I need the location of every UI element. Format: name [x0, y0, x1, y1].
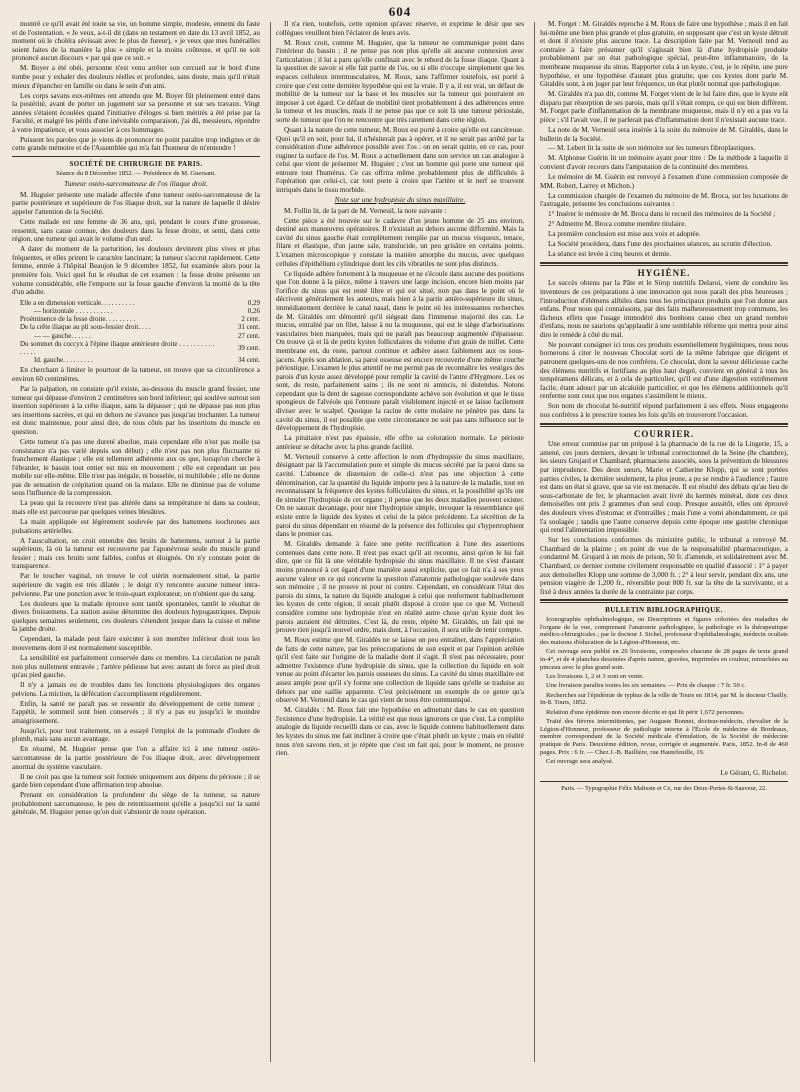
- paragraph: 2° Admettre M. Broca comme membre titulaire.: [548, 220, 687, 229]
- paragraph: M. Boyer a été obéi, personne n'est venu arrêter son cercueil sur le bord d'une tombe pour y exhaler des douleurs réelles et profondes, sans doute, mais qu'il n'était mieux d'épancher en famille ou dans le sein d'un ami.: [12, 64, 260, 90]
- measurements-table: [12, 299, 260, 365]
- paragraph: Relation d'une épidémie non encore décrite et qui fit périr 1,672 personnes.: [546, 708, 745, 716]
- paragraph: M. Giraldès n'a pas dit, comme M. Forget vient de le lui faire dire, que le kyste eût disparu par résorption de ses parois, mais qu'il s'était rompu, ce qui est bien différent. M. Forget parle d'inflammation de la membrane muqueuse, mais il n'y en a pas vu la pièce ; s'il l'avait vue, il ne parlerait pas d'inflammation dont il n'existait aucune trace.: [540, 90, 788, 124]
- measurement-value: 0,29: [247, 298, 260, 307]
- measurement-row: [12, 340, 260, 356]
- measurement-value: 34 cent.: [237, 356, 260, 365]
- measurement-value: 2 cent.: [241, 315, 260, 324]
- paragraph: Sur les conclusions conformes du ministère public, le tribunal a renvoyé M. Chambard de la plainte ; en point de vue de la responsabilité pharmaceutique, a condamné M. Grujard à un mois de prison, 50 fr. d'amende, et solidairement avec M. Chambard, ce dernier comme civilement responsable en qualité d'associé : 1° à payer aux demoiselles Klopp une somme de 3,000 fr. ; 2° à leur servir, pendant dix ans, une pension viagère de 1,200 fr., réversible pour 800 fr. sur la tête de la survivante, et a fixé à deux années la durée de la contrainte par corps.: [540, 536, 788, 596]
- measurement-value: 39 cent.: [237, 343, 260, 352]
- column-middle: [276, 20, 524, 1070]
- paragraph: 1° Insérer le mémoire de M. Broca dans le recueil des mémoires de la Société ;: [548, 210, 776, 219]
- column-divider: [270, 22, 271, 1062]
- paragraph: La séance est levée à cinq heures et demie.: [548, 250, 672, 259]
- paragraph: Le mémoire de M. Guérin est renvoyé à l'examen d'une commission composée de MM. Robert, Larrey et Michon.): [540, 173, 788, 190]
- measurement-label: De la crête iliaque au pli sous-fessier droit. . . .: [20, 323, 151, 332]
- paragraph: Cette tumeur n'a pas une dureté absolue, mais cependant elle n'est pas molle (sa consistance n'a pas varié depuis son début) ; elle n'est pas non plus fluctuante ni franchement élastique ; elle est tellement adhérente aux os que, lorsqu'on cherche à l'ébranler, le bassin tout entier est mis en mouvement ; elle est cependant un peu mobile sur elle-même. Elle n'est pas inégale, ni bosselée, ni multilobée ; elle ne donne pas de sensation de crépitation quand on la malaxe. Elle ne diminue pas de volume sous l'influence de la compression.: [12, 437, 260, 498]
- paragraph: Puissent les paroles que je viens de prononcer ne point paraître trop indignes et de cette grande mémoire et de l'Assemblée qui m'a fait l'honneur de m'entendre !: [12, 135, 260, 153]
- paragraph: La note de M. Verneuil sera insérée à la suite du mémoire de M. Giraldès, dans le bulletin de la Société.: [540, 125, 788, 143]
- paragraph: M. Verneuil conserve à cette affection le nom d'hydropisie du sinus maxillaire, désignant par là l'accumulation pure et simple du mucus sécrété par la paroi dans sa cavité. L'absence de distension de celle-ci n'est pas une objection à cette dénomination, car la quantité du liquide importe peu à la nature de la maladie, tout en reconnaissant la fréquence des kystes folliculaires du sinus, et la possibilité qu'ils ont de simuler l'hydropisie de cet organe ; il pense que les deux maladies peuvent exister. On ne saurait davantage, pour nier l'hydropisie simple, invoquer la ressemblance qui existe entre le liquide des kystes et celui de la pièce précédente. La sécrétion de la paroi du sinus dépendant en résumé de la présence des follicules qui s'hypertrophient dans le premier cas.: [276, 452, 524, 539]
- measurement-label: — horizontale . . . . . . . . . . .: [34, 306, 113, 315]
- paragraph: Ne pouvant consigner ici tous ces produits essentiellement hygiéniques, nous nous bornerons à citer le nouveau Chocolat sorti de la même fabrique que dirigent et patronent quelques-uns de nos confrères. Ce chocolat, dont la saveur délicieuse cache des élémens nutritifs et fortifians au plus haut degré, convient en général à tous les tempéramens délicats, et à cela de particulier, qu'il est d'une digestion extrêmement facile, étant adouci par un alcaloïde particulier, et que les élémens additionnels qu'il renferme sont ceux que nos organes s'assimilent le mieux.: [540, 340, 788, 401]
- paragraph: La peau qui la recouvre n'est pas altérée dans sa température ni dans sa couleur, mais elle est parcourue par quelques veines bleuâtres.: [12, 499, 260, 517]
- paragraph: La pituitaire n'est pas épaissie, elle offre sa coloration normale. Le périoste antérieur se détache avec la plus grande facilité.: [276, 434, 524, 451]
- column-right: [540, 20, 788, 1070]
- measurement-label: Elle a en dimension verticale. . . . . . . . . .: [20, 298, 135, 307]
- paragraph: Quant à la nature de cette tumeur, M. Roux est porté à croire qu'elle est cancéreuse. Quoi qu'il en soit, pour lui, il n'hésiterait pas à opérer, et il ne serait pas arrêté par la considération d'une adhérence possible avec l'os : on en serait quitte, en ce cas, pour ruginer la surface de l'os. M. Roux a actuellement dans son service un cas analogue à celui que vient de présenter M. Huguier ; c'est un homme qui porte une tumeur qui entoure tout l'humérus. Ce cas offrira même probablement plus de difficultés à l'opération que celui-ci, car tout porte à croire que l'artère et le nerf se trouvent intriqués dans le tissu morbide.: [276, 125, 524, 195]
- measurement-row: [12, 299, 260, 307]
- column-divider: [534, 22, 535, 1062]
- measurement-label: Du sommet du coccyx à l'épine iliaque antérieure droite . . . . . . . . . . . . . . .: [20, 339, 214, 356]
- paragraph: Enfin, la santé ne paraît pas se ressentir du développement de cette tumeur ; l'appétit, le sommeil sont bien conservés ; il n'y a pas eu jusqu'ici le moindre amaigrissement.: [12, 699, 260, 725]
- paragraph: Ce liquide adhère fortement à la muqueuse et ne s'écoule dans aucune des positions que l'on donne à la pièce, même à travers une large incision, encore bien moins par l'orifice du sinus qui est resté libre et qui est situé, non pas dans le point où le décrivent généralement les auteurs, mais bien à la partie antéro-supérieure du sinus, immédiatement derrière le canal nasal, dans le point où les intéressantes recherches de M. Giraldès ont démontré qu'il siégeait dans l'immense majorité des cas. Le mucus, entraîné par un filet, laisse à nu la muqueuse, qui est le siège d'arborisations vasculaires bien marquées, mais qui ne paraît pas beaucoup augmentée d'épaisseur. On trouve çà et là de petits kystes folliculaires du volume d'un grain de millet. Cette membrane est, du reste, partout continue et adhère assez faiblement aux os sous-jacens. Après son ablation, sa paroi osseuse est encore recouverte d'une même couche périostique. L'examen le plus attentif ne me permit pas de reconnaître les vestiges des parois d'un kyste assez développé pour remplir la cavité de l'antre d'Hygmore. Les os sont, du reste, parfaitement sains ; ils ne sont ni amincis, ni distendus. Notons cependant que la dent de sagesse correspondante achève son évolution et que le tissu spongieux de l'alvéole qui l'entoure paraît visiblement injecté et se laisse facilement diviser avec le scalpel. Quoique la racine de cette molaire ne pénètre pas dans la cavité du sinus, il est possible que cette circonstance ne soit pas sans influence sur le développement de l'hydropisie.: [276, 269, 524, 433]
- paragraph: Iconographie ophthalmologique, ou Descriptions et figures coloriées des maladies de l'organe de la vue, comprenant l'anatomie pathologique, la pathologie et la thérapeutique médico-chirurgicales ; par le docteur J. Sichel, professeur d'ophthalmologie, médecin oculiste des maisons d'éducation de la Légion-d'Honneur, etc.: [540, 615, 788, 647]
- bibliography-list: [540, 616, 788, 766]
- gerant-signature: Le Gérant, G. Richelot.: [720, 768, 788, 777]
- paragraph: M. Follin lit, de la part de M. Verneuil, la note suivante :: [284, 206, 447, 215]
- paragraph: Par le toucher vaginal, on trouve le col utérin normalement situé, la partie supérieure du vagin est très dilatée ; le doigt n'y rencontre aucune tumeur intra-pelvienne. Par une ponction avec le trois-quart explorateur, on n'obtient que du sang.: [12, 572, 260, 598]
- section-rule: [540, 599, 788, 603]
- paragraph: En résumé, M. Huguier pense que l'on a affaire ici à une tumeur ostéo-sarcomateuse de la partie postérieure de l'os iliaque droit, avec développement anormal du système vasculaire.: [12, 745, 260, 771]
- section-rule: [540, 781, 788, 782]
- section-rule: [540, 262, 788, 266]
- measurement-label: Proéminence de la fesse droite. . . . . . . . .: [20, 315, 136, 324]
- measurement-row: [12, 323, 260, 331]
- paragraph: M. Huguier présente une malade affectée d'une tumeur ostéo-sarcomateuse de la partie postérieure et supérieure de l'os iliaque droit, sur la nature de laquelle il désire appeler l'attention de la Société.: [12, 190, 260, 217]
- paragraph: La main appliquée est légèrement soulevée par des battemens isochrones aux pulsations artérielles.: [12, 518, 260, 535]
- session-line: Séance du 8 Décembre 1852. — Présidence de M. Guersant.: [56, 169, 216, 177]
- paragraph: Il n'a rien, toutefois, cette opinion qu'avec réserve, et exprime le désir que ses collègues veuillent bien l'éclairer de leurs avis.: [276, 20, 524, 37]
- paragraph: montré ce qu'il avait été toute sa vie, un homme simple, modeste, ennemi du faste et de l'ostentation. « Je veux, a-t-il dit (dans un testament en date du 13 avril 1852, au moment où le choléra sévissait avec le plus de fureur), « je veux que mes funérailles soient faites de la manière la plus « simple et la moins coûteuse, et qu'il ne soit prononcé aucun discours « par qui que ce soit. »: [12, 20, 260, 63]
- measurement-row: [12, 332, 260, 340]
- bibliography-header: BULLETIN BIBLIOGRAPHIQUE.: [605, 606, 723, 615]
- paragraph: M. Alphonse Guérin lit un mémoire ayant pour titre : De la méthode à laquelle il convient d'avoir recours dans l'amputation de la continuité des membres.: [540, 154, 788, 172]
- paragraph: La Société procédera, dans l'une des prochaines séances, au scrutin d'élection.: [548, 240, 772, 249]
- paragraph: En cherchant à limiter le pourtour de la tumeur, on trouve que sa circonférence a environ 60 centimètres.: [12, 366, 260, 383]
- paragraph: M. Giraldès demande à faire une petite rectification à l'une des assertions contenues dans cette note. Il n'est pas exact qu'il ait reconnu, ainsi qu'on le lui fait dire, que ce fût là une véritable hydropisie du sinus maxillaire. Il ne s'est d'autant moins prononcé à cet égard d'une manière aussi explicite, que ce fait n'a à ses yeux aucune valeur en ce qui concerne la question d'anatomie pathologique soulevée dans son mémoire ; il ne prouve ni pour ni contre. Cependant, en considérant l'état des parois du sinus, la nature du liquide analogue à celui que renferment habituellement les kystes de cette région, il serait plutôt disposé à croire que ce que M. Verneuil considère comme une hydropisie n'est en réalité autre chose qu'un kyste dont les parois auraient été détruites. C'est là, du reste, répète M. Giraldès, un fait qui ne prouve rien jusqu'à nouvel ordre, mais dont, à l'occasion, il sera utile de tenir compte.: [276, 540, 524, 635]
- paragraph: Cet ouvrage sera analysé.: [546, 758, 614, 766]
- measurement-label: — — gauche. . . . . .: [34, 331, 91, 340]
- paragraph: A l'auscultation, on croit entendre des bruits de battemens, surtout à la partie supérieure, là où la tumeur est recouverte par l'aponévrose seule du muscle grand fessier ; mais ces bruits sont faibles, confus et éloignés. On n'y constate point de transparence.: [12, 536, 260, 571]
- paragraph: M. Forget : M. Giraldès reproche à M. Roux de faire une hypothèse ; mais il en fait lui-même une bien plus grande et plus gratuite, en supposant que c'est un kyste détruit et dont il n'existe plus aucune trace. La description faite par M. Verneuil tend au contraire à faire présumer qu'il s'agissait bien là d'une hydropisie produite probablement par un état pathologique spécial, peut-être inflammatoire, de la membrane muqueuse du sinus. Rapporter cela à un kyste, c'est, je le répète, une pure hypothèse, et une hypothèse d'autant plus gratuite, que ces kystes dont parle M. Giraldès sont, à en juger par leur fréquence, un état plutôt normal que pathologique.: [540, 20, 788, 89]
- paragraph: Il ne croit pas que la tumeur soit formée uniquement aux dépens du périoste ; il se garde bien cependant d'une affirmation trop absolue.: [12, 772, 260, 790]
- society-header: SOCIÉTÉ DE CHIRURGIE DE PARIS.: [69, 160, 203, 169]
- measurement-row: [12, 356, 260, 364]
- paragraph: M. Roux croit, comme M. Huguier, que la tumeur ne communique point dans l'intérieur du bassin ; il ne pense pas non plus qu'elle ait aucune connexion avec l'articulation ; il lui a paru qu'elle confinait avec le rebord de la fosse iliaque. Quant à la question de savoir si elle fait partie de l'os, ou si elle n'occupe simplement que les espaces celluleux intermusculaires, M. Roux, sans l'affirmer toutefois, est porté à croire que c'est cette dernière hypothèse qui est la vraie. Il y a, il est vrai, un défaut de mobilité de la tumeur sur la base et les muscles sur la tumeur qui pourraient en imposer à cet égard. Ce défaut de mobilité tient probablement à des adhérences entre la tumeur et les muscles, mais il ne pense pas que ce soit là une tumeur périostale, sorte de tumeur que l'on ne rencontre que très rarement dans cette région.: [276, 38, 524, 124]
- paragraph: A dater du moment de la parturition, les douleurs devinrent plus vives et plus fréquentes, et elles prirent le caractère lancinant; la tumeur s'accrut rapidement. Cette femme, entrée à l'hôpital Beaujon le 9 décembre 1852, fut examinée alors pour la première fois. Voici quel fut le résultat de cet examen : la fesse droite présente un volume considérable, elle l'emporte sur la fesse gauche d'environ la moitié de la tête d'un adulte.: [12, 245, 260, 297]
- imprint-line: Paris. — Typographie Félix Malteste et Ce, rue des Deux-Portes-St-Sauveur, 22.: [561, 784, 767, 792]
- measurement-label: Id. gauche. . . . . . . . .: [34, 356, 93, 365]
- page-number: 604: [388, 4, 412, 19]
- paragraph: La sensibilité est parfaitement conservée dans ce membre. La circulation ne paraît non plus nullement entravée ; l'artère pédieuse bat avec autant de force au pied droit qu'au pied gauche.: [12, 653, 260, 680]
- paragraph: Le succès obtenu par la Pâte et le Sirop nutritifs Delaroi, vient de conduire les inventeurs de ces préparations à une innovation qui nous paraît des plus heureuses ; l'introduction d'élémens alibiles dans tous les principaux produits que l'on donne aux enfans. Pour nous qui connaissons, par des faits malheureusement trop communs, les fâcheux effets que l'usage immodéré des bonbons cause chez un grand nombre d'enfans, nous ne saurions qu'applaudir à une semblable réforme qui mettra pour ainsi dire le remède à côté du mal.: [540, 279, 788, 339]
- paragraph: Par la palpation, on constate qu'il existe, au-dessous du muscle grand fessier, une tumeur qui dépasse d'environ 2 centimètres son bord inférieur; qui soulève surtout son insertion supérieure à la crête iliaque, sans la dépasser ; qui ne dépasse pas non plus ses insertions sacrées, et qui en dehors ne s'avance pas jusqu'au trochanter. La tumeur est donc maintenue, pour ainsi dire, de tous côtés par les insertions du muscle en question.: [12, 384, 260, 436]
- paragraph: Les corps savans eux-mêmes ont attendu que M. Boyer fût pleinement entré dans la postérité, avant de porter un jugement sur sa personne et sur ses travaux. Vingt années s'étaient écoulées quand l'initiative d'éloges si bien mérités a été prise par la Faculté, et malgré les périls d'une inévitable comparaison, j'ai dû, messieurs, répondre à votre impatience, et vous associer à ces hommages.: [12, 91, 260, 134]
- section-rule: [12, 156, 260, 157]
- paragraph: Recherches sur l'épidémie de typhus de la ville de Tours en 1814, par M. le docteur Chailly. In-8. Tours, 1852.: [540, 691, 788, 707]
- article-title: Tumeur ostéo-sarcomateuse de l'os iliaque droit.: [64, 179, 208, 189]
- paragraph: Une erreur commise par un préposé à la pharmacie de la rue de la Lingerie, 15, a amené, ces jours derniers, devant le tribunal correctionnel de la Seine (8e chambre), les sieurs Grujard et Chambard, pharmaciens associés, sous la prévention de blessures par imprudence. Des deux sœurs, Marie et Catherine Klopp, qui se sont portées parties civiles, la dernière seulement, la plus jeune, a pu se rendre à l'audience ; l'autre est dans un état si grave, que sa vie est menacée. Il est résulté des débats qu'au lieu de sous-carbonate de fer, le pharmacien avait livré du kermès minéral, dont ces deux demoiselles ont pris 2 grammes d'un seul coup. Presque aussitôt, elles ont éprouvé des douleurs vives d'estomac et d'entrailles ; mais l'une a vomi abondamment, ce qui l'a soulagée ; tandis que l'autre conserve depuis cette époque une gastrite chronique qui rend l'alimentation impossible.: [540, 440, 788, 535]
- paragraph: Il n'y a jamais eu de troubles dans les fonctions physiologiques des organes pelviens. La miction, la défécation s'accomplissent régulièrement.: [12, 681, 260, 698]
- paragraph: Son nom de chocolat bi-nutritif répond parfaitement à ses effets. Nous engageons nos confrères à le prescrire toutes les fois qu'ils en trouveront l'occasion.: [540, 402, 788, 420]
- section-rule: [540, 423, 788, 427]
- measurement-value: 27 cent.: [237, 331, 260, 340]
- paragraph: Les livraisons 1, 2 et 3 sont en vente.: [546, 673, 644, 681]
- paragraph: Cette pièce a été trouvée sur le cadavre d'un jeune homme de 25 ans environ, destiné aux manœuvres opératoires. Il n'existait au dehors aucune difformité. Mais la cavité du sinus gauche était complètement remplie par un mucus visqueux, tenace, filant et élastique, d'un jaune sale, translucide, un peu grisâtre en certains points. L'examen microscopique y constate la matière amorphe du mucus, avec quelques cellules d'épithélium cylindrique dont les cils vibratiles ne sont plus distincts.: [276, 216, 524, 268]
- measurement-row: [12, 307, 260, 315]
- measurement-row: [12, 315, 260, 323]
- paragraph: Cette malade est une femme de 36 ans, qui, pendant le cours d'une grossesse, ressentit, sans cause connue, des douleurs dans la fesse droite, et senti, dans cette région, une tumeur qui avait le volume d'un œuf.: [12, 218, 260, 244]
- hygiene-header: HYGIÈNE.: [637, 267, 691, 278]
- column-left: [12, 20, 260, 1070]
- measurement-value: 0,26: [247, 306, 260, 315]
- paragraph: — M. Lebert lit la suite de son mémoire sur les tumeurs fibroplastiques.: [548, 144, 756, 153]
- paragraph: Les douleurs que la malade éprouve sont tantôt spontanées, tantôt le résultat de divers froissemens. La station assise détermine des douleurs hypogastriques. Depuis quelques semaines seulement, ces douleurs s'étendent jusque dans la cuisse et même la jambe droite.: [12, 599, 260, 634]
- paragraph: Cependant, la malade peut faire exécuter à son membre inférieur droit tous les mouvemens dont il est normalement susceptible.: [12, 635, 260, 652]
- paragraph: M. Roux estime que M. Giraldès ne se laisse un peu entraîner, dans l'appréciation de faits de cette nature, par les préoccupations de son esprit et par l'opinion arrêtée qu'il s'est faite sur l'origine de la maladie dont il s'agit. Il n'est pas nécessaire, pour admettre l'existence d'une hydropisie du sinus, que la collection du liquide en soit venue au point d'écarter les parois osseuses du sinus. La cavité du sinus maxillaire est assez ample pour qu'il s'y forme une collection de liquide sans qu'elle se traduise au dehors par une saillie apparente. C'est précisément un exemple de ce genre qu'a observé M. Verneuil dans le cas qui vient de nous être communiqué.: [276, 636, 524, 705]
- paragraph: Cet ouvrage sera publié en 20 livraisons, composées chacune de 28 pages de texte grand in-4°, et de 4 planches dessinées d'après nature, gravées, imprimées en couleur, retouchées au pinceau avec le plus grand soin.: [540, 648, 788, 672]
- paragraph: La première conclusion est mise aux voix et adoptée.: [548, 230, 701, 239]
- paragraph: Traité des fièvres intermittentes, par Auguste Bonnet, docteur-médecin, chevalier de la Légion-d'Honneur, professeur de pathologie interne à l'École de médecine de Bordeaux, membre correspondant de la Société médicale d'émulation, de la Société de médecine pratique de Paris. Deuxième édition, revue, corrigée et augmentée. Paris, 1852. In-8 de 460 pages. Prix : 6 fr. — Chez J.-B. Baillière, rue Hautefeuille, 19.: [540, 717, 788, 756]
- paragraph: La commission chargée de l'examen du mémoire de M. Broca, sur les luxations de l'astragale, présente les conclusions suivantes :: [540, 191, 788, 209]
- article-title: Note sur une hydropisie du sinus maxillaire.: [334, 195, 466, 205]
- paragraph: Une livraison paraîtra toutes les six semaines. — Prix de chaque : 7 fr. 50 c.: [546, 682, 746, 690]
- courrier-header: COURRIER.: [633, 428, 695, 439]
- paragraph: Jusqu'ici, pour tout traitement, on a essayé l'emploi de la pommade d'iodure de plomb, mais sans aucun avantage.: [12, 726, 260, 744]
- paragraph: M. Giraldès : M. Roux fait une hypothèse en admettant dans le cas en question l'existence d'une hydropisie. La vérité est que nous ignorons ce que c'est. La complète analogie du liquide recueilli dans ce cas, avec le liquide contenu habituellement dans les kystes du sinus me fait incliner à croire que c'était plutôt un kyste ; mais en réalité nous n'en savons rien, et je répète que c'est un fait qui, pour le moment, ne prouve rien.: [276, 706, 524, 758]
- measurement-value: 31 cent.: [237, 323, 260, 332]
- paragraph: Prenant en considération la profondeur du siège de la tumeur, sa nature probablement sarcomateuse, le peu de retentissement qu'elle a jusqu'ici sur la santé générale, M. Huguier pense qu'on doit s'abstenir de toute opération.: [12, 791, 260, 817]
